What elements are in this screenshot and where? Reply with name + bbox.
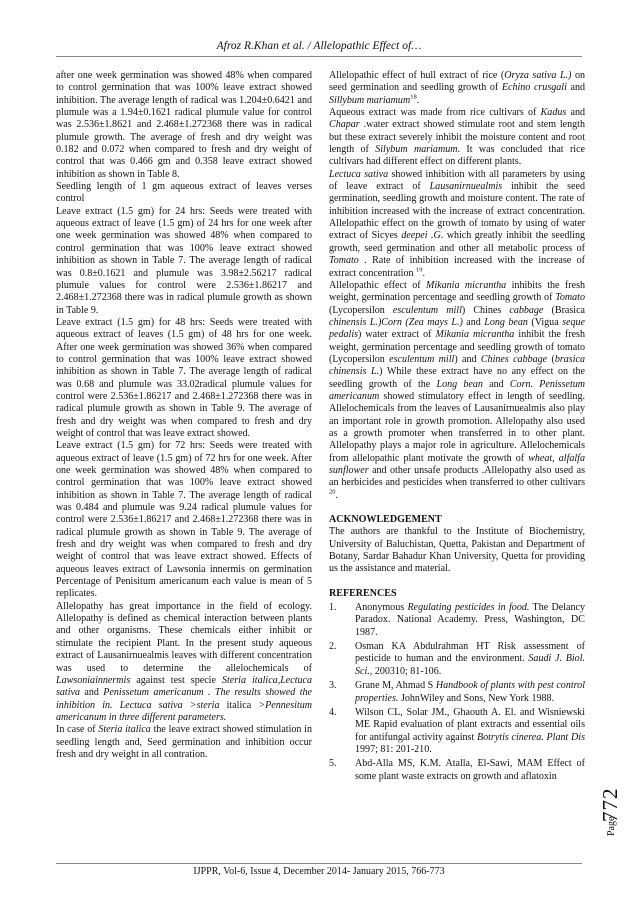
italic-run: Botrytis cinerea. Plant Dis bbox=[476, 731, 585, 743]
text-run: ) While these extract have no any effect on the seedling growth of the bbox=[329, 366, 585, 390]
italic-run: esculentum mill bbox=[389, 353, 455, 365]
text-run: showed inhibition with all parameters by using of leave extract of bbox=[329, 168, 585, 193]
header-divider bbox=[56, 56, 582, 57]
paragraph: Leave extract (1.5 gm) for 72 hrs: Seeds were treated with aqueous extract of leave (1.5 gm) of 72 hrs for one week. After one week germination was showed 48% when compared to control germination that was 100% leave extract showed inhibition as shown in Table 7. The average length of radical was 0.484 and plumule was 9.24 radical plumule values for control were 2.536±1.86217 and 2.468±1.272368 there was in radical plumule growth as shown in Table 9. The average of fresh and dry weight was when compared to fresh and dry weight of control that was leave extract showed. Effects of aqueous leaves extract of Lawsonia innermis on germination Percentage of Penisitum americanum each value is mean of 5 replicates. bbox=[56, 440, 312, 600]
italic-run: seque pedalis bbox=[329, 316, 586, 341]
paragraph bbox=[329, 70, 585, 107]
references-heading: REFERENCES bbox=[329, 587, 397, 599]
italic-run: Kadus bbox=[540, 107, 567, 119]
text-run: on seed germination and seedling growth of bbox=[329, 70, 586, 94]
text-run: and bbox=[566, 82, 585, 94]
text-run: . bbox=[335, 489, 339, 501]
paragraph: Leave extract (1.5 gm) for 48 hrs: Seeds were treated with aqueous extract of leaves (1.5 gm) of 48 hrs for one week. After one week germination was showed 36% when compared to control germination that was 100% leave extract showed inhibition as shown in Table 7. The average length of radical was 0.68 and plumule was 33.02radical plumule values for control were 2.536±1.86217 and 2.468±1.272368 there was in radical plumule growth as shown in Table 9. The average of fresh and dry weight was when compared to fresh and dry weight of control that was leave extract showed. bbox=[56, 316, 312, 439]
citation-marker: 18 bbox=[410, 93, 417, 101]
text-run: ) and bbox=[454, 353, 481, 365]
text-run: Allelopathic effect of bbox=[329, 279, 426, 291]
italic-run: Silybum mariamum bbox=[375, 144, 458, 156]
text-run: Wilson CL, Solar JM., Ghaouth A. El. and Wisniewski ME Rapid evaluation of plant extracts and essential oils for antifungal activity against bbox=[355, 706, 585, 743]
italic-run: Lausanirnuealmis bbox=[429, 181, 503, 193]
text-run: inhibit the fresh weight, germination percentage and seedling growth of tomato (Lycopersilon bbox=[329, 329, 585, 365]
text-run: ) water extract of bbox=[358, 329, 436, 341]
text-run: Anonymous bbox=[355, 602, 408, 614]
text-run: against test specie bbox=[130, 674, 222, 686]
text-run: JohnWiley and Sons, New York 1988. bbox=[398, 692, 555, 704]
italic-run: Chines cabbage bbox=[480, 353, 548, 365]
italic-run: cabbage bbox=[509, 304, 544, 316]
italic-run: wheat, alfalfa sunflower bbox=[329, 452, 585, 476]
italic-run: Oryza sativa L.) bbox=[504, 70, 572, 81]
text-run: italica bbox=[219, 699, 259, 711]
reference-number: 5. bbox=[329, 758, 337, 770]
reference-number: 2. bbox=[329, 641, 337, 653]
italic-run: Penissetum americanum . The results showed the inhibition in. Lectuca sativa >steria bbox=[56, 687, 312, 711]
italic-run: brasica chinensis L. bbox=[329, 353, 585, 378]
italic-run: Long bean bbox=[484, 316, 528, 328]
text-run: and bbox=[566, 107, 585, 119]
text-run: . Rate of inhibition increased with the increase of extract concentration bbox=[329, 255, 585, 279]
text-run: 200310; 81-106. bbox=[372, 665, 442, 677]
running-header: Afroz R.Khan et al. / Allelopathic Effect of… bbox=[216, 40, 422, 52]
citation-marker: 19 bbox=[416, 266, 423, 274]
italic-run: Tomato bbox=[555, 292, 585, 304]
paragraph: Leave extract (1.5 gm) for 24 hrs: Seeds were treated with aqueous extract of leave (1.5 gm) of 24 hrs for one week after one week germination was showed 48% when compared to control germination that was 100% leave extract showed inhibition as shown in Table 7. The average length of radical was 0.8±0.1621 and plumule was 3.98±2.56217 radical plumule values for control were 2.536±1.86217 and 2.468±1.272368 there was in radical plumule growth as shown in Table 9. bbox=[56, 205, 312, 316]
italic-run: Chapar bbox=[329, 119, 360, 131]
reference-item bbox=[329, 602, 585, 639]
italic-run: Mikania micrantha bbox=[435, 329, 515, 341]
text-run: Allelopathy has great importance in the field of ecology. Allelopathy is defined as chemical interaction between plants and other organisms. These chemicals either inhibit or stimulate the recipient Plant. In the present study aqueous extract of Lausanirnuealmis leaves with different concentration was used to determine the allelochemicals of bbox=[56, 600, 312, 674]
paragraph bbox=[329, 107, 585, 169]
italic-run: Echino crusgali bbox=[501, 82, 567, 94]
italic-run: Sillybum mariamum bbox=[329, 94, 411, 106]
italic-run: >Pennesitum americanum in three different parameters. bbox=[56, 699, 312, 723]
text-run: Aqueous extract was made from rice cultivars of bbox=[329, 107, 541, 119]
italic-run: Mikania micrantha bbox=[426, 279, 507, 291]
text-run: and bbox=[482, 378, 510, 390]
italic-run: deepei .G bbox=[401, 230, 441, 242]
italic-run: Tomato bbox=[329, 255, 359, 267]
reference-list bbox=[329, 602, 585, 783]
text-run: the leave extract showed stimulation in seedling length and, Seed germination and inhibition occur fresh and dry weight in all contration. bbox=[56, 724, 312, 760]
reference-number: 1. bbox=[329, 602, 337, 614]
italic-run: Regulating pesticides in food. bbox=[407, 602, 530, 614]
reference-number: 4. bbox=[329, 706, 337, 718]
paragraph: after one week germination was showed 48% when compared to control germination that was 100% leave extract showed inhibition. The average length of radical was 1.204±0.6421 and plumule was a 1.94±0.1621 radical plumule value for control was 2.536±1.8621 and 2.468±1.272368 there was in radical plumule growth. The average of fresh and dry weight was 0.182 and 0.072 when compared to fresh and dry weight of control that was 0.466 gm and 0.358 leave extract showed inhibition as shown in Table 8. bbox=[56, 70, 312, 180]
text-run: inhibit the seed germination, seedling growth and moisture content. The rate of inhibition increased with the increase of extract concentration. Allelopathic effect on the growth of tomato by using of water extract of Sicyes bbox=[329, 181, 585, 242]
text-run: . which greatly inhibit the seedling growth, seed germination and other all metabolic process of bbox=[329, 230, 586, 254]
italic-run: Lawsoniainnermis bbox=[56, 674, 131, 686]
acknowledgement-text: The authors are thankful to the Institute of Biochemistry, University of Baluchistan, Quetta, Pakistan and Department of Botany, Sardar Bahadur Khan University, Quetta for providing us the assistance and material. bbox=[329, 526, 585, 575]
italic-run: chinensis L.)Corn (Zea mays L.) bbox=[329, 316, 463, 328]
text-run: Osman KA Abdulrahman HT Risk assessment of pesticide to human and the environment. bbox=[355, 641, 585, 665]
page-label: Page bbox=[606, 816, 617, 836]
text-run: and bbox=[80, 687, 104, 699]
journal-footer: IJPPR, Vol-6, Issue 4, December 2014- January 2015, 766-773 bbox=[193, 866, 445, 877]
acknowledgement-heading: ACKNOWLEDGEMENT bbox=[329, 514, 442, 526]
text-run: 1997; 81: 201-210. bbox=[355, 743, 432, 755]
italic-run: Steria italica bbox=[98, 724, 151, 736]
italic-run: Corn. Penissetum americanum bbox=[329, 378, 586, 402]
left-column bbox=[56, 70, 312, 761]
italic-run: Steria italica,Lectuca sativa bbox=[56, 674, 313, 699]
page-number bbox=[596, 760, 626, 860]
text-run: . It was concluded that rice cultivars had different effect on different plants. bbox=[329, 144, 585, 168]
text-run: (Brasica bbox=[543, 304, 585, 316]
text-run: (Lycopersilon bbox=[329, 304, 393, 316]
text-run: . bbox=[422, 267, 426, 279]
italic-run: Long bean bbox=[436, 378, 483, 390]
page-number-value: 772 bbox=[598, 787, 622, 822]
footer-divider bbox=[56, 863, 582, 864]
text-run: .water extract showed stimulate root and stem length but these extract severely inhibit the moisture content and root length of bbox=[329, 119, 585, 156]
italic-run: Saudi J. Biol. Sci., bbox=[355, 653, 586, 677]
reference-number: 3. bbox=[329, 680, 337, 692]
text-run: Abd-Alla MS, K.M. Atalla, El-Sawi, MAM Effect of some plant waste extracts on growth and aflatoxin bbox=[355, 758, 585, 782]
text-run: Allelopathic effect of hull extract of rice ( bbox=[329, 70, 505, 81]
citation-marker: 20 bbox=[329, 488, 336, 496]
reference-item bbox=[329, 641, 585, 678]
text-run: and bbox=[462, 316, 485, 328]
reference-item bbox=[329, 758, 585, 783]
text-run: In case of bbox=[56, 724, 99, 736]
italic-run: Handbook of plants with pest control properties. bbox=[355, 680, 585, 704]
italic-run: Lectuca sativa bbox=[329, 168, 389, 180]
text-run: and other unsafe products .Allelopathy also used as an herbicides and pesticides when transferred to other cultivars bbox=[329, 465, 585, 489]
reference-item bbox=[329, 707, 585, 756]
text-run: ) Chines bbox=[461, 304, 510, 316]
text-run: ( bbox=[547, 353, 555, 365]
paragraph bbox=[329, 280, 585, 502]
text-run: The Delancy Paradox. National Academy. Press, Washington, DC 1987. bbox=[355, 602, 585, 638]
italic-run: esculentum mill bbox=[392, 304, 462, 316]
text-run: (Vigua bbox=[527, 316, 563, 328]
paragraph bbox=[56, 724, 312, 761]
paragraph bbox=[56, 601, 312, 724]
text-run: . bbox=[416, 94, 420, 106]
text-run: inhibits the fresh weight, germination percentage and seedling growth of bbox=[329, 279, 586, 304]
right-column bbox=[329, 70, 585, 785]
paragraph: Seedling length of 1 gm aqueous extract of leaves verses control bbox=[56, 181, 312, 205]
paragraph bbox=[329, 169, 585, 280]
reference-item bbox=[329, 680, 585, 705]
text-run: Grane M, Ahmad S bbox=[355, 680, 436, 692]
text-run: showed stimulatory effect in length of seedling. Allelochemicals from the leaves of Lausanirnuealmis also play an important role in growth promotion. Allelopathy also used as a growth promoter when transferred in to other plant. Allelopathy plays a major role in agriculture. Allelochemicals from allelopathic plant motivate the growth of bbox=[329, 390, 585, 464]
